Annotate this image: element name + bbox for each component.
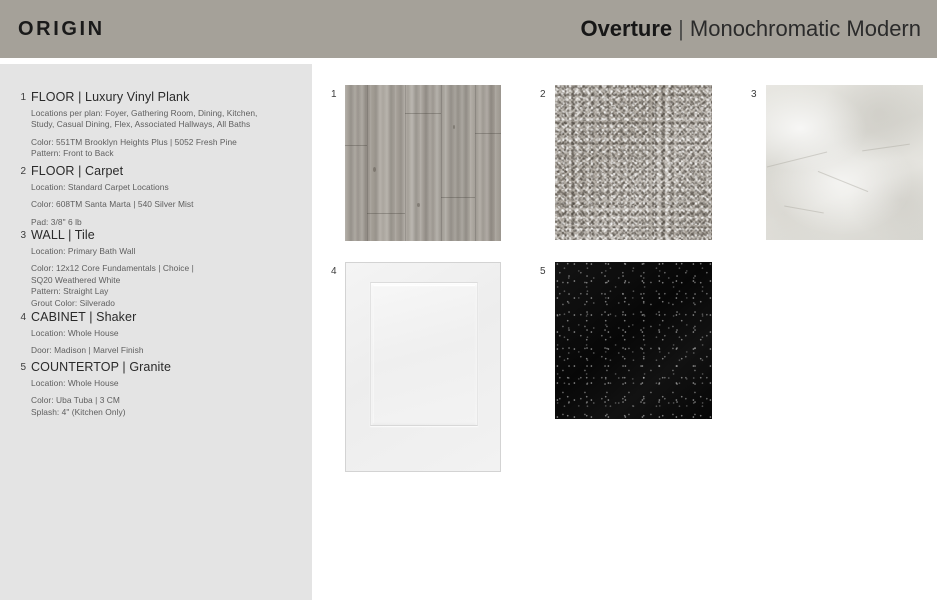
spec-number: 4 (20, 312, 26, 323)
spec-detail-line: Locations per plan: Foyer, Gathering Room, Dining, Kitchen, (31, 108, 258, 118)
spec-title: WALL | Tile (31, 228, 95, 242)
spec-detail-line: Splash: 4" (Kitchen Only) (31, 406, 126, 417)
granite-texture (555, 262, 712, 419)
spec-detail-line: Color: Uba Tuba | 3 CM (31, 395, 120, 406)
spec-number: 5 (20, 362, 26, 373)
spec-detail-line: Study, Casual Dining, Flex, Associated Hallways, All Baths (31, 119, 251, 130)
swatch-image-cabinet-door[interactable] (345, 262, 501, 472)
spec-detail-line: Location: Standard Carpet Locations (31, 182, 169, 192)
swatch-image-tile[interactable] (766, 85, 923, 240)
swatch-number-label: 5 (540, 266, 546, 277)
spec-item-floor-carpet (0, 164, 312, 228)
spec-item-cabinet-shaker (0, 310, 312, 357)
material-swatch-grid (312, 58, 937, 600)
spec-detail-line: Location: Whole House (31, 378, 119, 388)
swatch-image-granite[interactable] (555, 262, 712, 419)
swatch-image-lvp[interactable] (345, 85, 501, 241)
spec-title: FLOOR | Carpet (31, 164, 124, 178)
spec-title: CABINET | Shaker (31, 310, 137, 324)
cabinet-recessed-panel (370, 282, 478, 426)
swatch-number-label: 3 (751, 89, 757, 100)
tile-texture (766, 85, 923, 240)
spec-detail-line: Pattern: Straight Lay (31, 286, 109, 297)
spec-detail-line: Grout Color: Silverado (31, 297, 115, 308)
spec-detail-line: Location: Primary Bath Wall (31, 246, 136, 256)
specification-sidebar (0, 64, 312, 600)
carpet-grain-overlay (555, 85, 712, 240)
title-divider: | (678, 16, 684, 41)
swatch-number-label: 4 (331, 266, 337, 277)
spec-detail-line: Color: 12x12 Core Fundamentals | Choice | (31, 263, 194, 274)
swatch-image-carpet[interactable] (555, 85, 712, 240)
spec-item-wall-tile (0, 228, 312, 309)
spec-number: 3 (20, 230, 26, 241)
spec-number: 2 (20, 166, 26, 177)
spec-number: 1 (20, 92, 26, 103)
carpet-texture (555, 85, 712, 240)
collection-subtitle: Monochromatic Modern (689, 16, 921, 41)
spec-detail-line: Location: Whole House (31, 328, 119, 338)
spec-detail-line: Pattern: Front to Back (31, 148, 114, 159)
collection-title-group (580, 14, 921, 44)
spec-title: COUNTERTOP | Granite (31, 360, 172, 374)
header-bar (0, 0, 937, 58)
spec-detail-line: Door: Madison | Marvel Finish (31, 345, 144, 356)
brand-logo: ORIGIN (18, 18, 105, 40)
swatch-number-label: 1 (331, 89, 337, 100)
swatch-number-label: 2 (540, 89, 546, 100)
spec-detail-line: Pad: 3/8" 6 lb (31, 216, 82, 227)
spec-item-floor-lvp (0, 90, 312, 160)
collection-name: Overture (580, 16, 673, 41)
spec-detail-line: Color: 551TM Brooklyn Heights Plus | 5052 Fresh Pine (31, 136, 237, 147)
spec-detail-line: Color: 608TM Santa Marta | 540 Silver Mist (31, 199, 194, 210)
spec-detail-line: SQ20 Weathered White (31, 274, 121, 285)
shaker-door-face (346, 263, 500, 471)
spec-item-countertop-granite (0, 360, 312, 418)
lvp-texture (345, 85, 501, 241)
spec-title: FLOOR | Luxury Vinyl Plank (31, 90, 190, 104)
